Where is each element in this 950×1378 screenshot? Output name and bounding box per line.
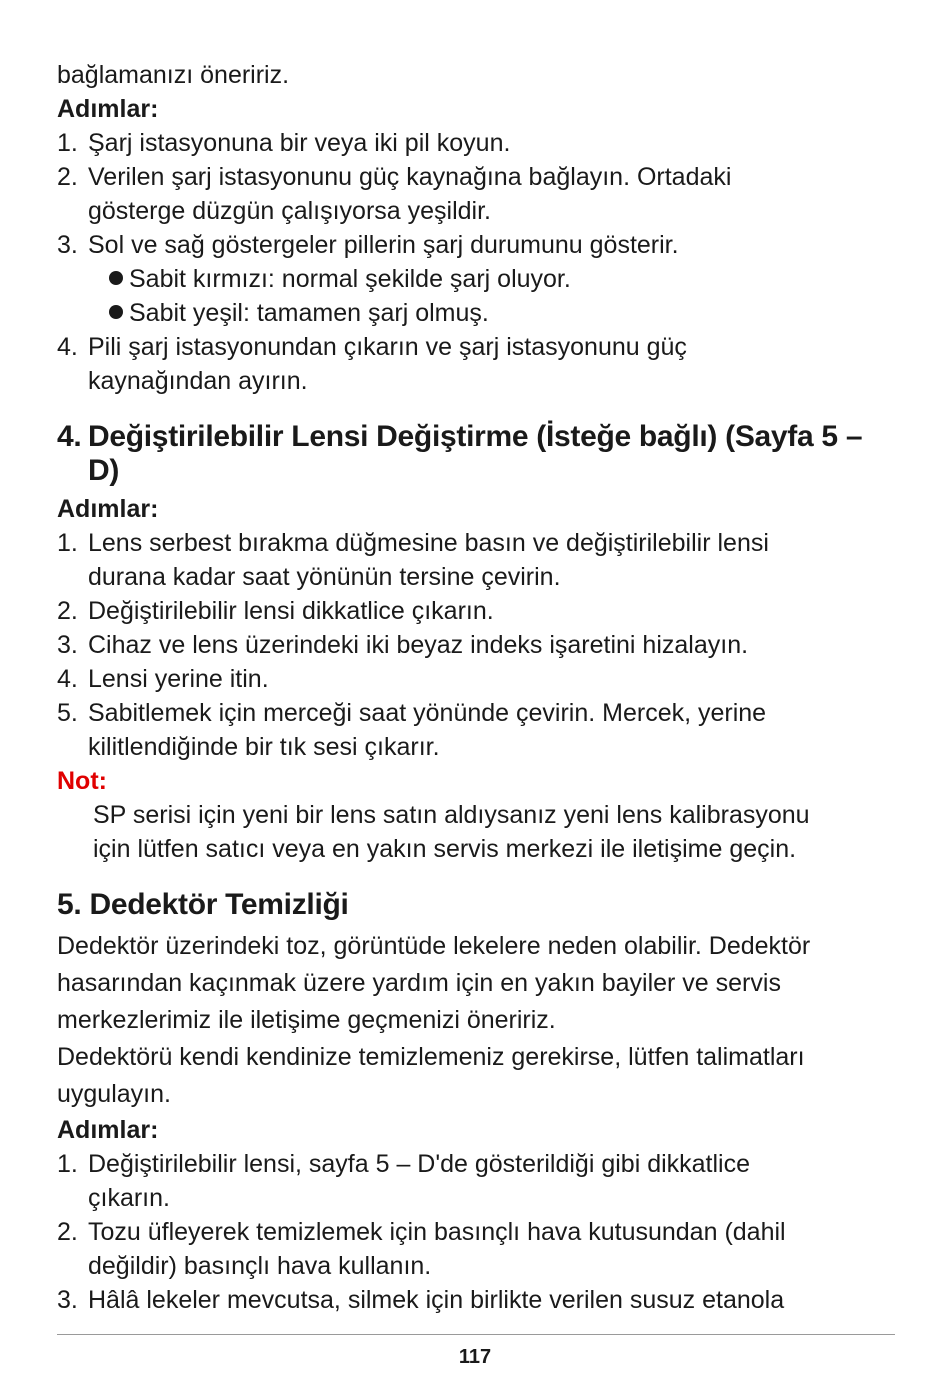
steps-heading: Adımlar:: [57, 495, 159, 523]
step-text: Pili şarj istasyonundan çıkarın ve şarj istasyonunu güç: [88, 333, 687, 361]
step-text: değildir) basınçlı hava kullanın.: [88, 1252, 432, 1280]
note-line: için lütfen satıcı veya en yakın servis merkezi ile iletişime geçin.: [93, 835, 797, 863]
step-number: 3.: [57, 231, 78, 259]
paragraph-line: Dedektörü kendi kendinize temizlemeniz gerekirse, lütfen talimatları: [57, 1043, 805, 1071]
paragraph: [57, 928, 897, 1039]
step-number: 1.: [57, 529, 78, 557]
step-number: 4.: [57, 665, 78, 693]
section-number: 4.: [57, 420, 82, 453]
step-text: Cihaz ve lens üzerindeki iki beyaz indeks işaretini hizalayın.: [88, 631, 749, 659]
paragraph-line: merkezlerimiz ile iletişime geçmenizi öneririz.: [57, 1006, 556, 1034]
paragraph: [57, 1039, 897, 1113]
list-item: [57, 126, 897, 160]
step-text: Değiştirilebilir lensi dikkatlice çıkarın.: [88, 597, 494, 625]
step-text: Hâlâ lekeler mevcutsa, silmek için birlikte verilen susuz etanola: [88, 1286, 785, 1314]
document-page: [57, 58, 897, 1317]
section-4-title: [57, 420, 897, 488]
step-number: 2.: [57, 1218, 78, 1246]
paragraph-line: Dedektör üzerindeki toz, görüntüde lekelere neden olabilir. Dedektör: [57, 932, 811, 960]
paragraph-line: hasarından kaçınmak üzere yardım için en yakın bayiler ve servis: [57, 969, 781, 997]
list-item: [57, 1283, 897, 1317]
bullet-text: Sabit kırmızı: normal şekilde şarj oluyor.: [129, 265, 571, 293]
step-text: gösterge düzgün çalışıyorsa yeşildir.: [88, 197, 491, 225]
list-item: [57, 160, 897, 228]
step-text: kaynağından ayırın.: [88, 367, 308, 395]
page-number: 117: [458, 1346, 492, 1368]
list-item: [57, 628, 897, 662]
step-text: Lens serbest bırakma düğmesine basın ve değiştirilebilir lensi: [88, 529, 769, 557]
step-text: Tozu üfleyerek temizlemek için basınçlı hava kutusundan (dahil: [88, 1218, 786, 1246]
step-number: 5.: [57, 699, 78, 727]
bullet-item: [57, 296, 897, 330]
step-number: 3.: [57, 631, 78, 659]
step-text: durana kadar saat yönünün tersine çevirin.: [88, 563, 561, 591]
list-item: [57, 1215, 897, 1283]
note-line: SP serisi için yeni bir lens satın aldıysanız yeni lens kalibrasyonu: [93, 801, 810, 829]
list-item: [57, 594, 897, 628]
step-number: 3.: [57, 1286, 78, 1314]
intro-line: bağlamanızı öneririz.: [57, 61, 290, 89]
step-text: kilitlendiğinde bir tık sesi çıkarır.: [88, 733, 440, 761]
step-text: çıkarın.: [88, 1184, 170, 1212]
bullet-item: [57, 262, 897, 296]
step-text: Lensi yerine itin.: [88, 665, 269, 693]
step-text: Şarj istasyonuna bir veya iki pil koyun.: [88, 129, 511, 157]
bullet-dot-icon: [109, 305, 123, 319]
step-text: Sabitlemek için merceği saat yönünde çevirin. Mercek, yerine: [88, 699, 767, 727]
list-item: [57, 228, 897, 262]
list-item: [57, 330, 897, 398]
footer-divider: [57, 1334, 895, 1335]
section-title-line: Değiştirilebilir Lensi Değiştirme (İsteğe bağlı) (Sayfa 5 –: [88, 420, 863, 453]
bullet-dot-icon: [109, 271, 123, 285]
step-text: Verilen şarj istasyonunu güç kaynağına bağlayın. Ortadaki: [88, 163, 732, 191]
step-number: 2.: [57, 597, 78, 625]
list-item: [57, 526, 897, 594]
steps-heading: Adımlar:: [57, 95, 159, 123]
step-number: 2.: [57, 163, 78, 191]
step-text: Değiştirilebilir lensi, sayfa 5 – D'de gösterildiği gibi dikkatlice: [88, 1150, 751, 1178]
step-number: 1.: [57, 129, 78, 157]
steps-heading: Adımlar:: [57, 1116, 159, 1144]
step-number: 1.: [57, 1150, 78, 1178]
section-5-title: 5. Dedektör Temizliği: [57, 888, 349, 921]
note-label: Not:: [57, 767, 107, 795]
note-text: [57, 798, 897, 866]
list-item: [57, 1147, 897, 1215]
step-text: Sol ve sağ göstergeler pillerin şarj durumunu gösterir.: [88, 231, 679, 259]
list-item: [57, 662, 897, 696]
paragraph-line: uygulayın.: [57, 1080, 171, 1108]
list-item: [57, 696, 897, 764]
section-title-line: D): [88, 454, 120, 487]
bullet-text: Sabit yeşil: tamamen şarj olmuş.: [129, 299, 489, 327]
step-number: 4.: [57, 333, 78, 361]
